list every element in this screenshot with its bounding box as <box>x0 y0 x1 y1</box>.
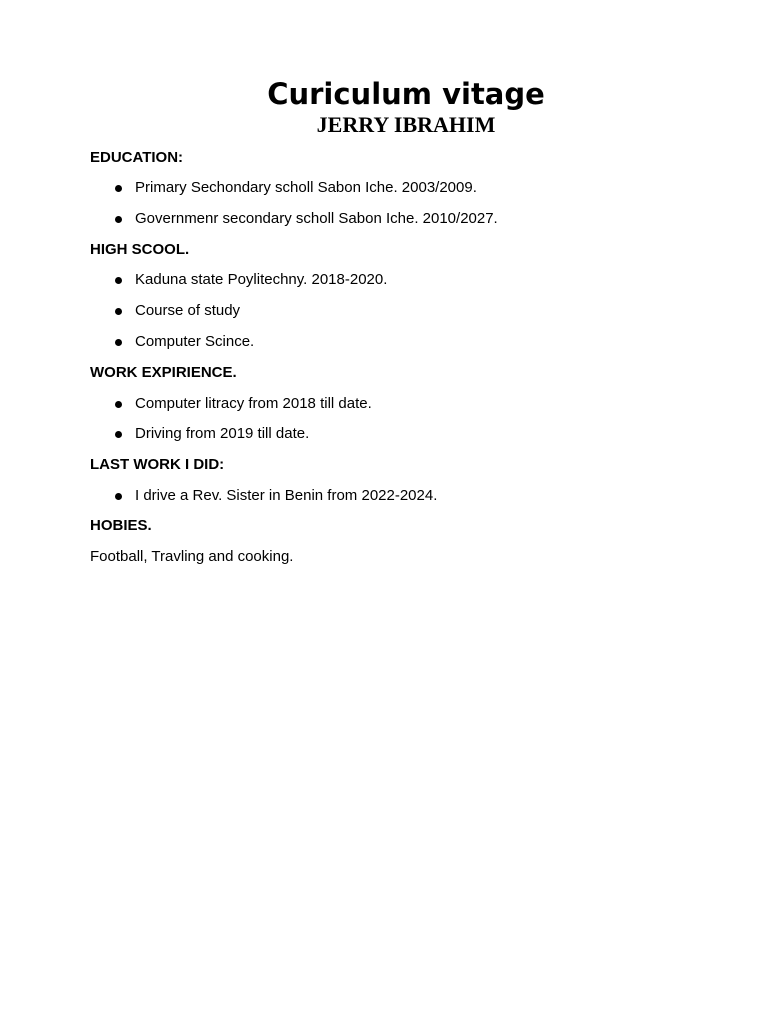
high-school-item-text: Computer Scince. <box>135 333 255 350</box>
education-item <box>90 178 710 198</box>
work-experience-item-text: Driving from 2019 till date. <box>135 425 310 442</box>
work-experience-heading: WORK EXPIRIENCE. <box>90 364 237 381</box>
bullet-icon <box>115 185 122 192</box>
candidate-name: JERRY IBRAHIM <box>316 112 496 137</box>
high-school-heading: HIGH SCOOL. <box>90 241 190 258</box>
education-heading: EDUCATION: <box>90 149 184 166</box>
bullet-icon <box>115 493 122 500</box>
work-experience-item <box>90 394 710 414</box>
last-work-item <box>90 486 710 506</box>
work-experience-item-text: Computer litracy from 2018 till date. <box>135 395 372 412</box>
bullet-icon <box>115 308 122 315</box>
high-school-item <box>90 332 710 352</box>
last-work-heading: LAST WORK I DID: <box>90 456 225 473</box>
bullet-icon <box>115 401 122 408</box>
work-experience-item <box>90 424 710 444</box>
bullet-icon <box>115 216 122 223</box>
high-school-item-text: Course of study <box>135 302 241 319</box>
hobbies-heading: HOBIES. <box>90 517 152 534</box>
high-school-item <box>90 301 710 321</box>
hobbies-text: Football, Travling and cooking. <box>90 548 294 565</box>
education-item-text: Primary Sechondary scholl Sabon Iche. 2003/2009. <box>135 179 477 196</box>
bullet-icon <box>115 431 122 438</box>
document-title: Curiculum vitage <box>267 77 545 111</box>
education-item-text: Governmenr secondary scholl Sabon Iche. 2010/2027. <box>135 210 498 227</box>
education-item <box>90 209 710 229</box>
last-work-item-text: I drive a Rev. Sister in Benin from 2022-2024. <box>135 487 438 504</box>
bullet-icon <box>115 339 122 346</box>
high-school-item-text: Kaduna state Poylitechny. 2018-2020. <box>135 271 388 288</box>
bullet-icon <box>115 277 122 284</box>
high-school-item <box>90 270 710 290</box>
